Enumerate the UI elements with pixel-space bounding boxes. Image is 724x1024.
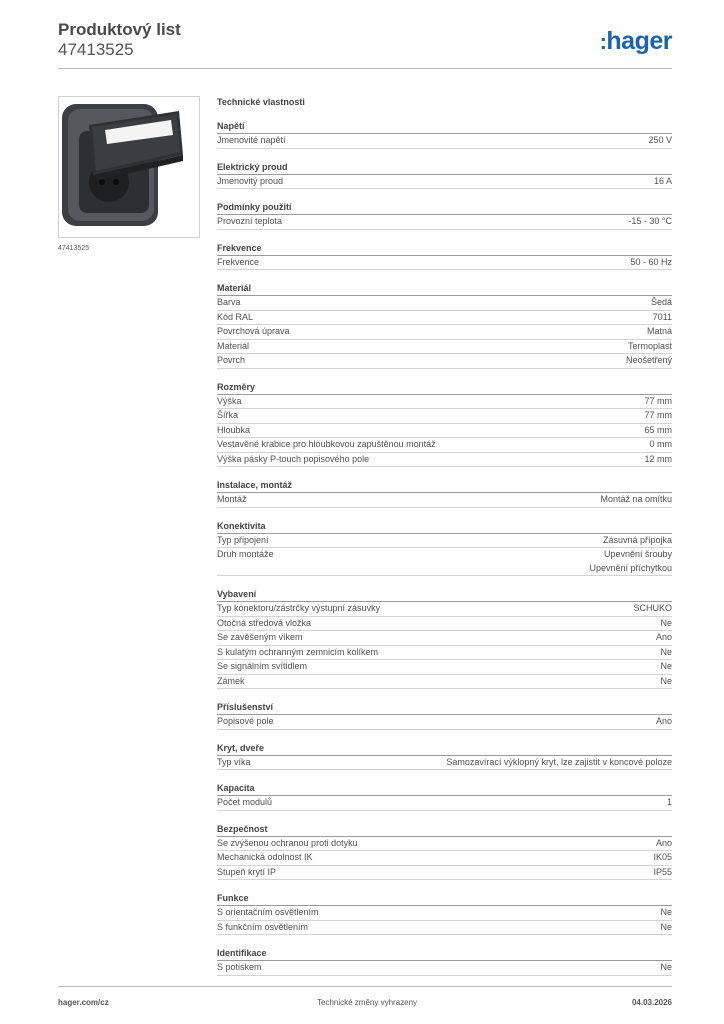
spec-row — [217, 675, 672, 690]
spec-row — [217, 756, 672, 771]
spec-label: Provozní teplota — [217, 216, 283, 226]
spec-value: Samozavírací výklopný kryt, lze zajistit v koncové poloze — [446, 756, 672, 767]
spec-value: 7011 — [652, 311, 672, 322]
section-title: Funkce — [217, 892, 672, 906]
footer-website: hager.com/cz — [58, 998, 109, 1007]
spec-label: S kulatým ochranným zemnicím kolíkem — [217, 646, 379, 657]
spec-label: Se zvýšenou ochranou proti dotyku — [217, 837, 358, 848]
spec-value: Ne — [660, 617, 672, 628]
spec-label: Materiál — [217, 340, 250, 351]
spec-value: 16 A — [653, 175, 672, 186]
spec-label: Šířka — [217, 410, 239, 420]
spec-value: 77 mm — [644, 395, 672, 406]
hager-logo — [600, 27, 672, 56]
spec-row — [217, 837, 672, 852]
spec-value: Zásuvná přípojka — [602, 534, 672, 545]
spec-row — [217, 453, 672, 468]
spec-value: Ano — [655, 716, 672, 726]
spec-row — [217, 325, 672, 340]
logo-colon: : — [599, 29, 607, 54]
spec-value: Šedá — [650, 297, 672, 307]
spec-label: Typ připojení — [217, 534, 269, 545]
document-header — [58, 20, 181, 60]
spec-value: Termoplast — [627, 340, 672, 351]
document-title: Produktový list — [58, 20, 181, 39]
product-code: 47413525 — [58, 40, 134, 59]
spec-row — [217, 354, 672, 369]
spec-row — [217, 256, 672, 271]
spec-row — [217, 311, 672, 326]
spec-row — [217, 646, 672, 661]
spec-label: Se zavěšeným víkem — [217, 632, 303, 642]
section-title: Podmínky použití — [217, 201, 672, 215]
section-title: Kapacita — [217, 782, 672, 796]
spec-label: Mechanická odolnost IK — [217, 852, 313, 862]
spec-value: IK05 — [653, 852, 672, 862]
spec-value: Ne — [660, 661, 672, 671]
section-title: Příslušenství — [217, 701, 672, 715]
spec-row — [217, 866, 672, 881]
spec-label: Barva — [217, 297, 241, 307]
spec-row — [217, 493, 672, 508]
spec-row — [217, 851, 672, 866]
spec-label: Typ víka — [217, 756, 251, 767]
spec-row — [217, 961, 672, 976]
spec-value: Ano — [655, 837, 672, 848]
spec-label: Kód RAL — [217, 311, 254, 322]
spec-label: Stupeň krytí IP — [217, 866, 277, 877]
spec-value: Ne — [660, 962, 672, 972]
spec-row — [217, 395, 672, 410]
spec-label: Jmenovité napětí — [217, 135, 286, 145]
spec-row — [217, 631, 672, 646]
page-footer — [58, 986, 672, 1007]
spec-row — [217, 660, 672, 675]
spec-value: 50 - 60 Hz — [630, 256, 672, 267]
spec-value: 12 mm — [644, 453, 672, 464]
photo-caption: 47413525 — [58, 245, 90, 252]
footer-notice: Technické změny vyhrazeny — [317, 998, 418, 1007]
spec-label: Montáž — [217, 494, 247, 504]
section-title: Frekvence — [217, 242, 672, 256]
section-title: Konektivita — [217, 520, 672, 534]
spec-row — [217, 715, 672, 730]
spec-row — [217, 409, 672, 424]
spec-sections — [217, 120, 672, 976]
spec-row — [217, 906, 672, 921]
spec-label: Se signálním svítidlem — [217, 661, 308, 671]
spec-row — [217, 175, 672, 190]
logo-name: hager — [606, 27, 672, 55]
section-title: Napětí — [217, 120, 672, 134]
spec-label: Popisové pole — [217, 716, 274, 726]
spec-value: 65 mm — [644, 424, 672, 435]
spec-label: Jmenovitý proud — [217, 175, 284, 186]
section-title: Kryt, dveře — [217, 742, 672, 756]
spec-value: Montáž na omítku — [600, 494, 672, 504]
spec-label: Povrch — [217, 355, 246, 365]
spec-label: Druh montáže — [217, 549, 274, 559]
footer-date: 04.03.2026 — [631, 998, 672, 1007]
section-title: Instalace, montáž — [217, 479, 672, 493]
spec-label: Otočná středová vložka — [217, 617, 312, 628]
specs-title: Technické vlastnosti — [217, 97, 305, 107]
spec-value: 250 V — [648, 135, 672, 145]
header-divider — [58, 68, 672, 69]
spec-value: IP55 — [653, 866, 672, 877]
section-title: Elektrický proud — [217, 161, 672, 175]
spec-label: Vestavěné krabice pro hloubkovou zapuštěnou montáž — [217, 439, 436, 449]
spec-row — [217, 548, 672, 576]
spec-value: 77 mm — [644, 410, 672, 420]
spec-label: Typ konektoru/zástrčky výstupní zásuvky — [217, 603, 381, 613]
spec-value: Neošetřený — [625, 355, 672, 365]
spec-row — [217, 602, 672, 617]
spec-value: SCHUKO — [633, 603, 672, 613]
spec-value: Upevnění šrouby Upevnění příchytkou — [589, 549, 672, 573]
spec-row — [217, 617, 672, 632]
technical-specifications — [217, 96, 672, 976]
spec-row — [217, 134, 672, 149]
spec-value: Ne — [660, 921, 672, 932]
spec-label: Zámek — [217, 675, 245, 686]
spec-value: 1 — [666, 797, 672, 807]
spec-row — [217, 796, 672, 811]
section-title: Bezpečnost — [217, 823, 672, 837]
section-title: Identifikace — [217, 947, 672, 961]
spec-label: Povrchová úprava — [217, 326, 290, 336]
spec-row — [217, 424, 672, 439]
spec-value: Ne — [660, 675, 672, 686]
spec-label: Počet modulů — [217, 797, 273, 807]
spec-label: S potiskem — [217, 962, 262, 972]
spec-row — [217, 215, 672, 230]
spec-label: S funkčním osvětlením — [217, 921, 309, 932]
section-title: Vybavení — [217, 588, 672, 602]
spec-label: Výška — [217, 395, 242, 406]
spec-value: 0 mm — [649, 439, 672, 449]
section-title: Rozměry — [217, 381, 672, 395]
spec-value: Matná — [646, 326, 672, 336]
section-title: Materiál — [217, 282, 672, 296]
spec-row — [217, 921, 672, 936]
spec-row — [217, 296, 672, 311]
product-photo — [58, 96, 200, 238]
spec-label: Frekvence — [217, 256, 260, 267]
spec-row — [217, 438, 672, 453]
spec-value: -15 - 30 °C — [628, 216, 672, 226]
socket-outlet-image — [59, 97, 199, 237]
spec-label: S orientačním osvětlením — [217, 907, 319, 917]
spec-row — [217, 340, 672, 355]
spec-row — [217, 534, 672, 549]
spec-value: Ne — [660, 907, 672, 917]
spec-value: Ne — [660, 646, 672, 657]
spec-label: Výška pásky P-touch popisového pole — [217, 453, 370, 464]
spec-value: Ano — [655, 632, 672, 642]
spec-label: Hloubka — [217, 424, 251, 435]
